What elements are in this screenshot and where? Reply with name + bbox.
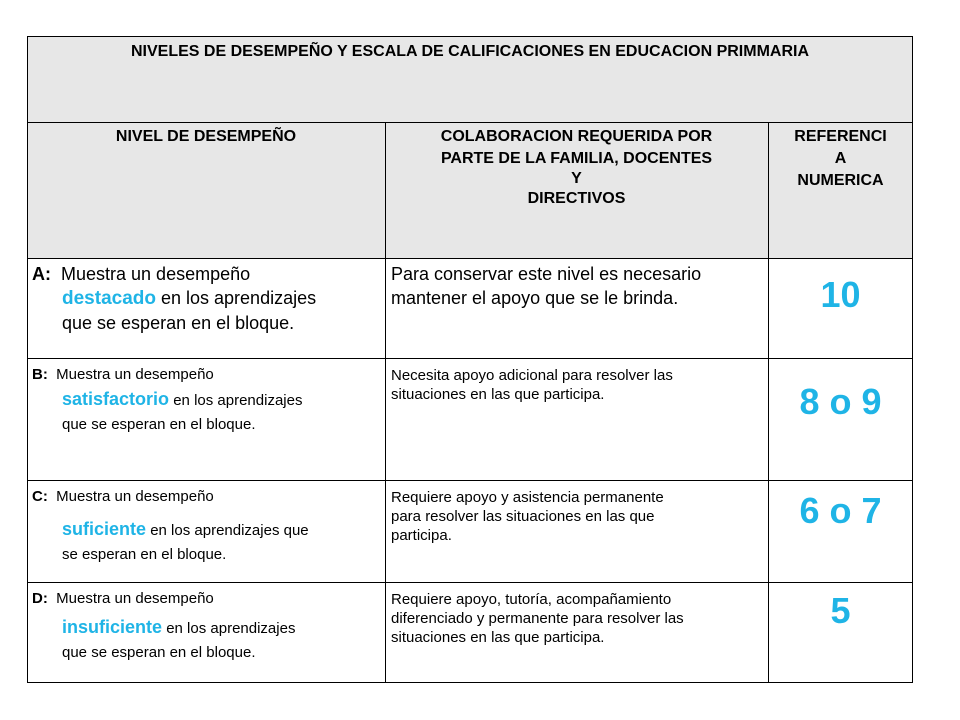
header-ref-line1: REFERENCI	[794, 128, 887, 145]
header-ref-line3: NUMERICA	[797, 172, 884, 189]
header-level: NIVEL DE DESEMPEÑO	[115, 128, 297, 145]
row-b-score: 8 o 9	[799, 381, 882, 422]
divider-row-a	[27, 358, 913, 359]
divider-col-1	[385, 122, 386, 683]
row-c-post2: se esperan en el bloque.	[62, 546, 227, 563]
row-a-score: 10	[820, 274, 861, 315]
grading-table	[27, 36, 913, 683]
divider-title	[27, 122, 913, 123]
row-b-post1: en los aprendizajes	[173, 392, 303, 409]
divider-col-2	[768, 122, 769, 683]
row-c-label: C:	[32, 488, 48, 505]
row-d-pre: Muestra un desempeño	[56, 590, 214, 607]
row-a-label: A:	[32, 264, 51, 284]
row-d-post2: que se esperan en el bloque.	[62, 644, 256, 661]
row-c-desc3: participa.	[391, 527, 452, 544]
row-c-desc2: para resolver las situaciones en las que	[391, 508, 655, 525]
header-collaboration	[385, 126, 768, 210]
row-b-level	[32, 363, 382, 437]
row-b-label: B:	[32, 366, 48, 383]
divider-row-b	[27, 480, 913, 481]
row-c-pre: Muestra un desempeño	[56, 488, 214, 505]
divider-header	[27, 258, 913, 259]
header-collab-line2: PARTE DE LA FAMILIA, DOCENTES	[440, 150, 713, 167]
row-b-post2: que se esperan en el bloque.	[62, 416, 256, 433]
row-c-keyword: suficiente	[62, 519, 147, 539]
header-collab-line1: COLABORACION REQUERIDA POR	[440, 128, 713, 145]
row-a-description	[391, 262, 766, 310]
row-b-desc1: Necesita apoyo adicional para resolver las	[391, 367, 673, 384]
border-right	[912, 36, 913, 683]
row-d-label: D:	[32, 590, 48, 607]
row-b-description	[391, 366, 768, 404]
row-c-level	[32, 485, 382, 567]
row-c-score: 6 o 7	[799, 490, 882, 531]
row-c-description	[391, 488, 768, 545]
row-a-level	[32, 262, 382, 335]
border-left	[27, 36, 28, 683]
divider-row-c	[27, 582, 913, 583]
row-b-pre: Muestra un desempeño	[56, 366, 214, 383]
row-b-keyword: satisfactorio	[62, 389, 170, 409]
row-d-desc1: Requiere apoyo, tutoría, acompañamiento	[391, 591, 672, 608]
row-d-description	[391, 590, 768, 647]
row-a-desc2: mantener el apoyo que se le brinda.	[391, 288, 679, 308]
row-d-desc2: diferenciado y permanente para resolver las	[391, 610, 684, 627]
row-a-pre: Muestra un desempeño	[61, 264, 251, 284]
row-a-desc1: Para conservar este nivel es necesario	[391, 264, 702, 284]
row-a-post2: que se esperan en el bloque.	[62, 313, 295, 333]
header-ref-line2: A	[834, 150, 847, 167]
border-bottom	[27, 682, 913, 683]
row-d-post1: en los aprendizajes	[166, 620, 296, 637]
row-d-score: 5	[830, 590, 851, 631]
header-reference	[768, 126, 913, 192]
header-collab-line3: Y	[571, 170, 582, 187]
row-b-desc2: situaciones en las que participa.	[391, 386, 605, 403]
table-title: NIVELES DE DESEMPEÑO Y ESCALA DE CALIFICACIONES EN EDUCACION PRIMMARIA	[131, 43, 809, 60]
header-collab-line4: DIRECTIVOS	[527, 190, 626, 207]
row-d-level	[32, 587, 382, 665]
row-a-keyword: destacado	[62, 288, 156, 309]
row-c-post1: en los aprendizajes que	[150, 522, 309, 539]
row-d-keyword: insuficiente	[62, 617, 163, 637]
border-top	[27, 36, 913, 37]
row-a-post1: en los aprendizajes	[161, 288, 317, 308]
row-d-desc3: situaciones en las que participa.	[391, 629, 605, 646]
row-c-desc1: Requiere apoyo y asistencia permanente	[391, 489, 664, 506]
